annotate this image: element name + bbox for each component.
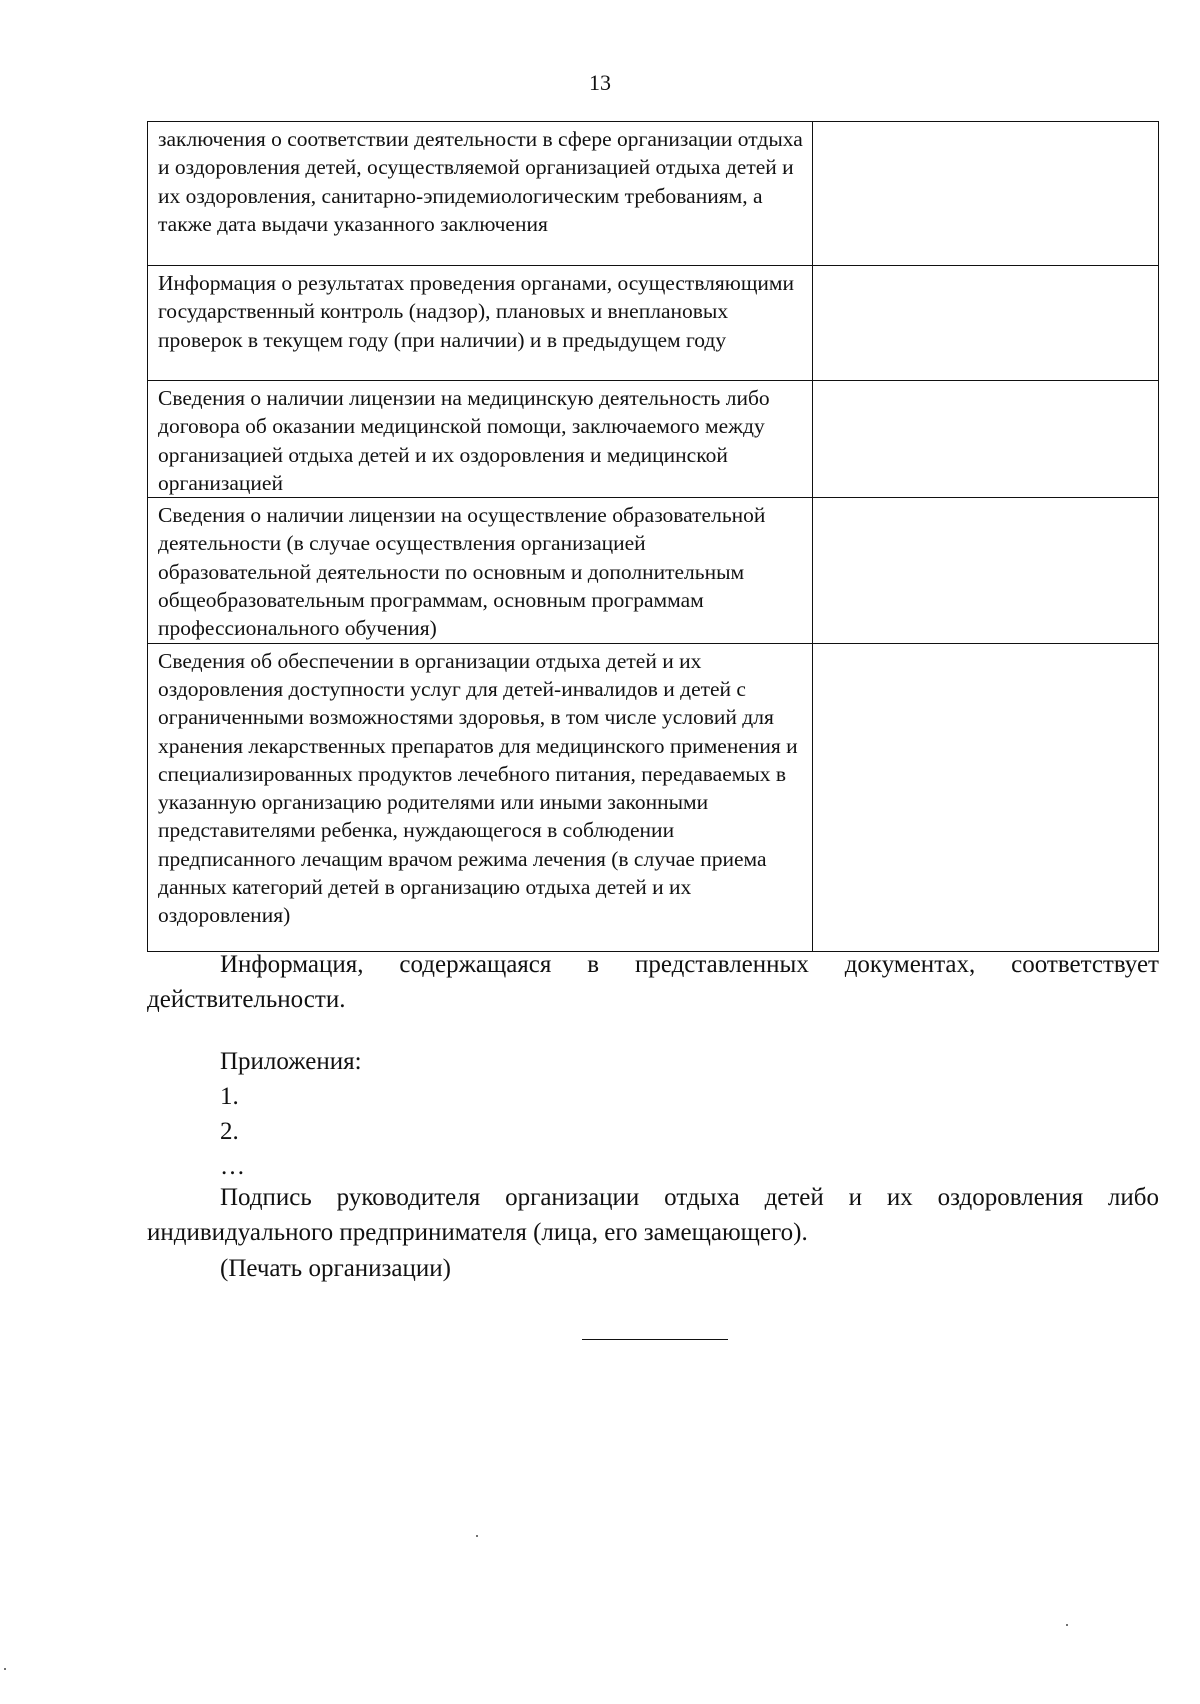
stamp-note: (Печать организации) bbox=[220, 1255, 451, 1282]
appendix-item: 2. bbox=[220, 1118, 239, 1145]
table-cell-value bbox=[813, 381, 1159, 498]
table-row bbox=[148, 643, 1159, 951]
appendix-item: 1. bbox=[220, 1083, 239, 1110]
info-table bbox=[147, 121, 1159, 952]
table-cell-label: Информация о результатах проведения органами, осуществляющими государственный контроль (надзор), плановых и внеплановых проверок в текущем году (при наличии) и в предыдущем году bbox=[148, 266, 813, 381]
appendix-list bbox=[220, 1044, 1120, 1184]
scan-artifact bbox=[1066, 1624, 1068, 1626]
signature-paragraph: Подпись руководителя организации отдыха детей и их оздоровления либо индивидуального предпринимателя (лица, его замещающего). bbox=[147, 1184, 1159, 1246]
table-cell-label: заключения о соответствии деятельности в сфере организации отдыха и оздоровления детей, осуществляемой организацией отдыха детей и их оздоровления, санитарно-эпидемиологическим требованиям, а также дата выдачи указанного заключения bbox=[148, 122, 813, 266]
table-cell-value bbox=[813, 498, 1159, 643]
table-cell-label: Сведения о наличии лицензии на медицинскую деятельность либо договора об оказании медицинской помощи, заключаемого между организацией отдыха детей и их оздоровления и медицинской организацией bbox=[148, 381, 813, 498]
statement-paragraph: Информация, содержащаяся в представленных документах, соответствует действительности. bbox=[147, 951, 1159, 1013]
table-row bbox=[148, 122, 1159, 266]
table-cell-label: Сведения об обеспечении в организации отдыха детей и их оздоровления доступности услуг для детей-инвалидов и детей с ограниченными возможностями здоровья, в том числе условий для хранения лекарственных препаратов для медицинского применения и специализированных продуктов лечебного питания, передаваемых в указанную организацию родителями или иными законными представителями ребенка, нуждающегося в соблюдении предписанного лечащим врачом режима лечения (в случае приема данных категорий детей в организацию отдыха детей и их оздоровления) bbox=[148, 643, 813, 951]
table-cell-value bbox=[813, 122, 1159, 266]
table-row bbox=[148, 381, 1159, 498]
end-divider bbox=[582, 1339, 728, 1340]
table-cell-value bbox=[813, 266, 1159, 381]
scan-artifact bbox=[476, 1535, 478, 1537]
table-row bbox=[148, 498, 1159, 643]
table-cell-label: Сведения о наличии лицензии на осуществление образовательной деятельности (в случае осуществления организацией образовательной деятельности по основным и дополнительным общеобразовательным программам, основным программам профессионального обучения) bbox=[148, 498, 813, 643]
scan-artifact bbox=[4, 1668, 6, 1670]
appendix-item: … bbox=[220, 1153, 245, 1180]
page-number: 13 bbox=[589, 70, 611, 95]
table-row bbox=[148, 266, 1159, 381]
appendix-heading: Приложения: bbox=[220, 1048, 362, 1075]
table-cell-value bbox=[813, 643, 1159, 951]
